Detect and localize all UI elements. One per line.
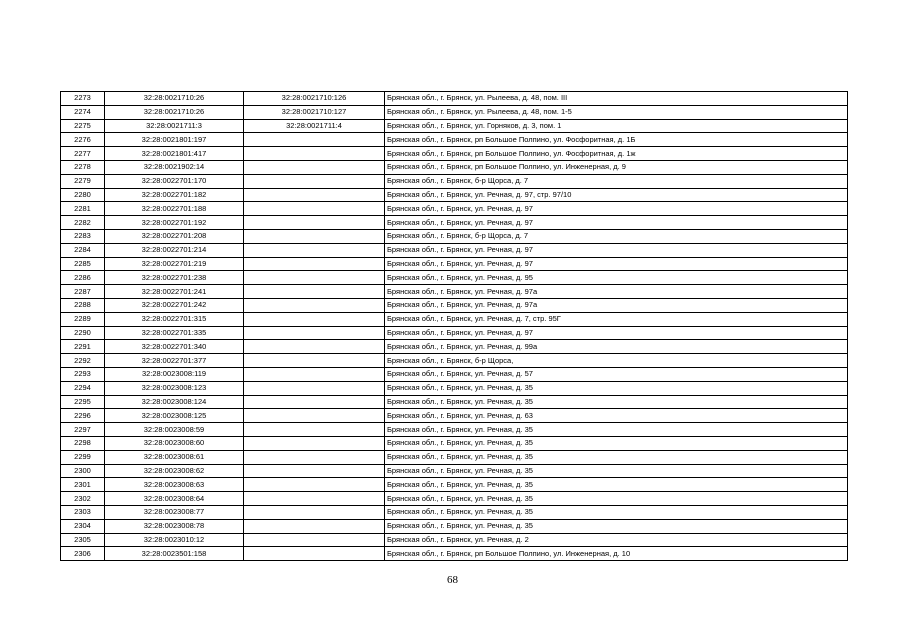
table-row (61, 395, 848, 409)
address-cell: Брянская обл., г. Брянск, б-р Щорса, д. 7 (385, 174, 848, 188)
row-number-cell: 2303 (61, 505, 105, 519)
row-number-cell: 2283 (61, 229, 105, 243)
row-number-cell: 2301 (61, 478, 105, 492)
row-number-cell: 2291 (61, 340, 105, 354)
row-number-cell: 2297 (61, 423, 105, 437)
related-cadastral-number-cell (244, 436, 385, 450)
table-row (61, 533, 848, 547)
address-cell: Брянская обл., г. Брянск, ул. Речная, д. 97, стр. 97/10 (385, 188, 848, 202)
address-cell: Брянская обл., г. Брянск, ул. Рылеева, д. 48, пом. III (385, 92, 848, 106)
table-row (61, 119, 848, 133)
related-cadastral-number-cell (244, 519, 385, 533)
table-row (61, 547, 848, 561)
table-row (61, 174, 848, 188)
cadastral-number-cell: 32:28:0022701:214 (105, 243, 244, 257)
cadastral-number-cell: 32:28:0022701:208 (105, 229, 244, 243)
cadastral-number-cell: 32:28:0023008:62 (105, 464, 244, 478)
related-cadastral-number-cell (244, 285, 385, 299)
related-cadastral-number-cell (244, 533, 385, 547)
row-number-cell: 2288 (61, 298, 105, 312)
cadastral-number-cell: 32:28:0023008:125 (105, 409, 244, 423)
address-cell: Брянская обл., г. Брянск, б-р Щорса, (385, 354, 848, 368)
related-cadastral-number-cell (244, 450, 385, 464)
address-cell: Брянская обл., г. Брянск, ул. Речная, д. 57 (385, 367, 848, 381)
related-cadastral-number-cell (244, 492, 385, 506)
address-cell: Брянская обл., г. Брянск, ул. Речная, д. 63 (385, 409, 848, 423)
table-row (61, 298, 848, 312)
cadastral-number-cell: 32:28:0022701:340 (105, 340, 244, 354)
cadastral-number-cell: 32:28:0022701:241 (105, 285, 244, 299)
cadastral-number-cell: 32:28:0023008:77 (105, 505, 244, 519)
row-number-cell: 2284 (61, 243, 105, 257)
row-number-cell: 2273 (61, 92, 105, 106)
table-row (61, 285, 848, 299)
address-cell: Брянская обл., г. Брянск, ул. Речная, д. 97 (385, 243, 848, 257)
row-number-cell: 2293 (61, 367, 105, 381)
table-row (61, 381, 848, 395)
related-cadastral-number-cell (244, 340, 385, 354)
address-cell: Брянская обл., г. Брянск, ул. Речная, д. 97 (385, 257, 848, 271)
cadastral-number-cell: 32:28:0022701:335 (105, 326, 244, 340)
address-cell: Брянская обл., г. Брянск, ул. Рылеева, д. 48, пом. 1-5 (385, 105, 848, 119)
table-row (61, 367, 848, 381)
cadastral-number-cell: 32:28:0021902:14 (105, 160, 244, 174)
table-row (61, 188, 848, 202)
cadastral-number-cell: 32:28:0022701:170 (105, 174, 244, 188)
cadastral-number-cell: 32:28:0023008:61 (105, 450, 244, 464)
address-cell: Брянская обл., г. Брянск, ул. Речная, д. 95 (385, 271, 848, 285)
related-cadastral-number-cell (244, 160, 385, 174)
cadastral-number-cell: 32:28:0023008:64 (105, 492, 244, 506)
row-number-cell: 2285 (61, 257, 105, 271)
related-cadastral-number-cell (244, 298, 385, 312)
related-cadastral-number-cell (244, 312, 385, 326)
row-number-cell: 2275 (61, 119, 105, 133)
related-cadastral-number-cell (244, 133, 385, 147)
address-cell: Брянская обл., г. Брянск, ул. Речная, д. 35 (385, 464, 848, 478)
table-row (61, 216, 848, 230)
related-cadastral-number-cell (244, 174, 385, 188)
row-number-cell: 2278 (61, 160, 105, 174)
cadastral-number-cell: 32:28:0022701:238 (105, 271, 244, 285)
table-row (61, 436, 848, 450)
row-number-cell: 2274 (61, 105, 105, 119)
row-number-cell: 2280 (61, 188, 105, 202)
related-cadastral-number-cell (244, 202, 385, 216)
related-cadastral-number-cell (244, 271, 385, 285)
row-number-cell: 2292 (61, 354, 105, 368)
related-cadastral-number-cell (244, 395, 385, 409)
related-cadastral-number-cell (244, 229, 385, 243)
address-cell: Брянская обл., г. Брянск, ул. Речная, д. 97 (385, 202, 848, 216)
row-number-cell: 2287 (61, 285, 105, 299)
address-cell: Брянская обл., г. Брянск, ул. Речная, д. 35 (385, 492, 848, 506)
address-cell: Брянская обл., г. Брянск, ул. Речная, д. 35 (385, 436, 848, 450)
row-number-cell: 2289 (61, 312, 105, 326)
cadastral-number-cell: 32:28:0022701:377 (105, 354, 244, 368)
row-number-cell: 2302 (61, 492, 105, 506)
cadastral-number-cell: 32:28:0021801:197 (105, 133, 244, 147)
cadastral-number-cell: 32:28:0022701:182 (105, 188, 244, 202)
address-cell: Брянская обл., г. Брянск, рп Большое Полпино, ул. Фосфоритная, д. 1Б (385, 133, 848, 147)
table-row (61, 354, 848, 368)
related-cadastral-number-cell: 32:28:0021710:126 (244, 92, 385, 106)
cadastral-number-cell: 32:28:0022701:192 (105, 216, 244, 230)
table-row (61, 257, 848, 271)
table-row (61, 147, 848, 161)
related-cadastral-number-cell (244, 547, 385, 561)
cadastral-number-cell: 32:28:0022701:242 (105, 298, 244, 312)
cadastral-number-cell: 32:28:0021710:26 (105, 92, 244, 106)
address-cell: Брянская обл., г. Брянск, ул. Речная, д. 35 (385, 381, 848, 395)
cadastral-number-cell: 32:28:0023008:59 (105, 423, 244, 437)
cadastral-number-cell: 32:28:0022701:315 (105, 312, 244, 326)
address-cell: Брянская обл., г. Брянск, ул. Речная, д. 35 (385, 450, 848, 464)
property-table (60, 91, 848, 561)
table-row (61, 340, 848, 354)
table-body (61, 92, 848, 561)
address-cell: Брянская обл., г. Брянск, ул. Речная, д. 35 (385, 519, 848, 533)
related-cadastral-number-cell (244, 147, 385, 161)
address-cell: Брянская обл., г. Брянск, ул. Речная, д. 97 (385, 326, 848, 340)
related-cadastral-number-cell (244, 326, 385, 340)
row-number-cell: 2299 (61, 450, 105, 464)
table-row (61, 450, 848, 464)
address-cell: Брянская обл., г. Брянск, б-р Щорса, д. 7 (385, 229, 848, 243)
table-row (61, 423, 848, 437)
related-cadastral-number-cell: 32:28:0021710:127 (244, 105, 385, 119)
related-cadastral-number-cell (244, 464, 385, 478)
address-cell: Брянская обл., г. Брянск, ул. Речная, д. 97а (385, 298, 848, 312)
table-row (61, 243, 848, 257)
row-number-cell: 2304 (61, 519, 105, 533)
row-number-cell: 2277 (61, 147, 105, 161)
cadastral-number-cell: 32:28:0022701:219 (105, 257, 244, 271)
row-number-cell: 2294 (61, 381, 105, 395)
table-row (61, 92, 848, 106)
related-cadastral-number-cell (244, 188, 385, 202)
row-number-cell: 2298 (61, 436, 105, 450)
address-cell: Брянская обл., г. Брянск, ул. Речная, д. 35 (385, 423, 848, 437)
row-number-cell: 2295 (61, 395, 105, 409)
related-cadastral-number-cell (244, 257, 385, 271)
address-cell: Брянская обл., г. Брянск, ул. Горняков, д. 3, пом. 1 (385, 119, 848, 133)
table-row (61, 105, 848, 119)
row-number-cell: 2290 (61, 326, 105, 340)
cadastral-number-cell: 32:28:0022701:188 (105, 202, 244, 216)
page-number: 68 (447, 574, 458, 586)
row-number-cell: 2305 (61, 533, 105, 547)
table-row (61, 271, 848, 285)
cadastral-number-cell: 32:28:0023010:12 (105, 533, 244, 547)
cadastral-number-cell: 32:28:0021801:417 (105, 147, 244, 161)
cadastral-number-cell: 32:28:0023008:124 (105, 395, 244, 409)
address-cell: Брянская обл., г. Брянск, рп Большое Полпино, ул. Инженерная, д. 9 (385, 160, 848, 174)
table-row (61, 464, 848, 478)
address-cell: Брянская обл., г. Брянск, ул. Речная, д. 35 (385, 505, 848, 519)
related-cadastral-number-cell (244, 354, 385, 368)
cadastral-number-cell: 32:28:0023501:158 (105, 547, 244, 561)
address-cell: Брянская обл., г. Брянск, ул. Речная, д. 97 (385, 216, 848, 230)
related-cadastral-number-cell: 32:28:0021711:4 (244, 119, 385, 133)
row-number-cell: 2279 (61, 174, 105, 188)
address-cell: Брянская обл., г. Брянск, ул. Речная, д. 7, стр. 95Г (385, 312, 848, 326)
table-row (61, 478, 848, 492)
cadastral-number-cell: 32:28:0023008:78 (105, 519, 244, 533)
cadastral-number-cell: 32:28:0023008:119 (105, 367, 244, 381)
table-row (61, 133, 848, 147)
table-row (61, 519, 848, 533)
related-cadastral-number-cell (244, 216, 385, 230)
related-cadastral-number-cell (244, 423, 385, 437)
cadastral-number-cell: 32:28:0023008:63 (105, 478, 244, 492)
cadastral-number-cell: 32:28:0021710:26 (105, 105, 244, 119)
row-number-cell: 2276 (61, 133, 105, 147)
related-cadastral-number-cell (244, 381, 385, 395)
address-cell: Брянская обл., г. Брянск, рп Большое Полпино, ул. Фосфоритная, д. 1ж (385, 147, 848, 161)
related-cadastral-number-cell (244, 367, 385, 381)
table-row (61, 492, 848, 506)
address-cell: Брянская обл., г. Брянск, рп Большое Полпино, ул. Инженерная, д. 10 (385, 547, 848, 561)
row-number-cell: 2281 (61, 202, 105, 216)
address-cell: Брянская обл., г. Брянск, ул. Речная, д. 35 (385, 395, 848, 409)
row-number-cell: 2296 (61, 409, 105, 423)
row-number-cell: 2306 (61, 547, 105, 561)
address-cell: Брянская обл., г. Брянск, ул. Речная, д. 2 (385, 533, 848, 547)
address-cell: Брянская обл., г. Брянск, ул. Речная, д. 97а (385, 285, 848, 299)
row-number-cell: 2286 (61, 271, 105, 285)
table-row (61, 160, 848, 174)
table-row (61, 202, 848, 216)
address-cell: Брянская обл., г. Брянск, ул. Речная, д. 99а (385, 340, 848, 354)
table-row (61, 409, 848, 423)
row-number-cell: 2282 (61, 216, 105, 230)
row-number-cell: 2300 (61, 464, 105, 478)
related-cadastral-number-cell (244, 409, 385, 423)
related-cadastral-number-cell (244, 478, 385, 492)
table-row (61, 312, 848, 326)
cadastral-number-cell: 32:28:0021711:3 (105, 119, 244, 133)
table-row (61, 229, 848, 243)
table-row (61, 505, 848, 519)
cadastral-number-cell: 32:28:0023008:60 (105, 436, 244, 450)
related-cadastral-number-cell (244, 243, 385, 257)
cadastral-number-cell: 32:28:0023008:123 (105, 381, 244, 395)
address-cell: Брянская обл., г. Брянск, ул. Речная, д. 35 (385, 478, 848, 492)
related-cadastral-number-cell (244, 505, 385, 519)
table-row (61, 326, 848, 340)
